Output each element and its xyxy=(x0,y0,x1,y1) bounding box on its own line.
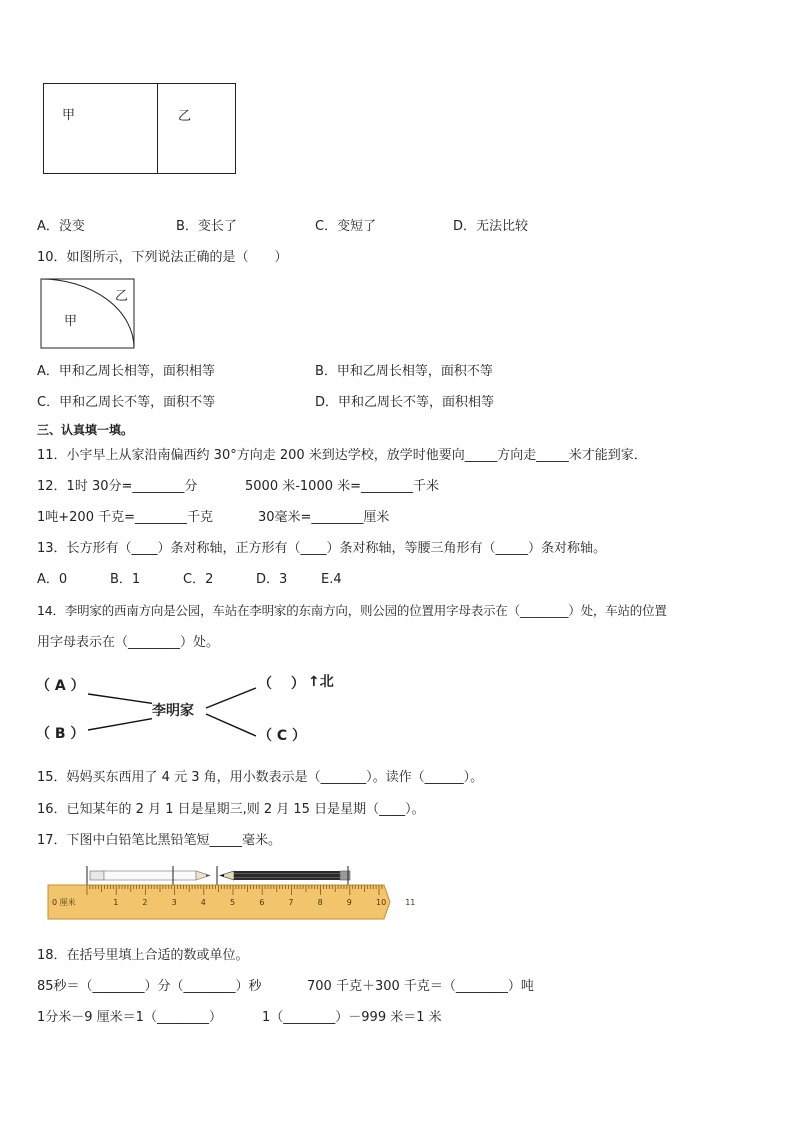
q17-stem: 17．下图中白铅笔比黑铅笔短_____毫米。 xyxy=(37,833,282,848)
q14-north-arrow: ↑北 xyxy=(308,674,334,690)
q9-label-yi: 乙 xyxy=(178,109,192,124)
q16-text: 16．已知某年的 2 月 1 日是星期三,则 2 月 15 日是星期（____）。 xyxy=(37,802,425,817)
q14-blank-north: （ ） xyxy=(258,676,305,692)
q10-label-jia: 甲 xyxy=(64,314,78,329)
ruler-number: 5 xyxy=(230,898,236,907)
q10-option-c: C．甲和乙周长不等，面积不等 xyxy=(37,395,216,410)
q18-line2-a: 1分米－9 厘米＝1（________） xyxy=(37,1010,222,1025)
ruler-number: 4 xyxy=(200,898,206,907)
q14-label-a: （ A ） xyxy=(36,678,85,694)
ruler-number: 7 xyxy=(288,898,294,907)
section-3-title: 三、认真填一填。 xyxy=(37,423,134,437)
ruler-number: 3 xyxy=(171,898,177,907)
q14-label-b: （ B ） xyxy=(36,726,85,742)
q10-option-a: A．甲和乙周长相等，面积相等 xyxy=(37,364,215,379)
q9-label-jia: 甲 xyxy=(62,108,76,123)
ruler-number: 11 xyxy=(405,898,416,907)
ruler-number: 6 xyxy=(259,898,265,907)
q10-figure xyxy=(40,278,136,350)
ruler-number: 9 xyxy=(346,898,352,907)
q14-label-c: （ C ） xyxy=(258,728,307,744)
q10-option-b: B．甲和乙周长相等，面积不等 xyxy=(315,364,493,379)
ruler-number: 8 xyxy=(317,898,323,907)
q13-stem: 13．长方形有（____）条对称轴，正方形有（____）条对称轴，等腰三角形有（_____）条对称轴。 xyxy=(37,541,607,556)
q11-text: 11．小宇早上从家沿南偏西约 30°方向走 200 米到达学校，放学时他要向_____方向走_____米才能到家． xyxy=(37,448,647,463)
q17-figure xyxy=(46,863,416,923)
q9-figure xyxy=(43,83,236,174)
q13-option-c: C．2 xyxy=(183,572,214,587)
q9-rect-jia xyxy=(43,83,158,174)
ruler-body xyxy=(48,885,390,919)
q12-line1-b: 5000 米-1000 米=________千米 xyxy=(245,479,440,494)
q14-center-label: 李明家 xyxy=(152,703,194,719)
q14-line1: 14．李明家的西南方向是公园，车站在李明家的东南方向，则公园的位置用字母表示在（________）处，车站的位置 xyxy=(37,603,667,618)
ruler-number: 1 xyxy=(113,898,119,907)
q18-line1-a: 85秒＝（________）分（________）秒 xyxy=(37,979,262,994)
q12-line2-a: 1吨+200 千克=________千克 xyxy=(37,510,214,525)
ruler-unit-label: 0 厘米 xyxy=(52,898,76,907)
q9-option-d: D．无法比较 xyxy=(453,219,529,234)
q14-figure xyxy=(36,670,346,750)
q10-label-yi: 乙 xyxy=(115,289,129,304)
q13-option-e: E.4 xyxy=(321,572,342,587)
q10-stem: 10．如图所示，下列说法正确的是（ ） xyxy=(37,250,288,265)
q13-option-b: B．1 xyxy=(110,572,141,587)
q10-option-d: D．甲和乙周长不等，面积相等 xyxy=(315,395,495,410)
ruler-number: 10 xyxy=(376,898,387,907)
q15-text: 15．妈妈买东西用了 4 元 3 角，用小数表示是（_______）。读作（______）。 xyxy=(37,770,484,785)
q18-line1-b: 700 千克＋300 千克＝（________）吨 xyxy=(307,979,534,994)
q9-rect-yi xyxy=(157,83,236,174)
q17-figure-svg xyxy=(46,863,396,923)
q12-line2-b: 30毫米=________厘米 xyxy=(258,510,390,525)
q13-option-d: D．3 xyxy=(256,572,288,587)
ruler-number: 2 xyxy=(142,898,148,907)
q13-option-a: A．0 xyxy=(37,572,68,587)
q12-line1-a: 12．1时 30分=________分 xyxy=(37,479,198,494)
q9-option-c: C．变短了 xyxy=(315,219,377,234)
q18-stem: 18．在括号里填上合适的数或单位。 xyxy=(37,948,249,963)
white-pencil xyxy=(90,871,210,880)
q9-option-b: B．变长了 xyxy=(176,219,237,234)
q14-line2: 用字母表示在（________）处。 xyxy=(37,635,220,650)
q18-line2-b: 1（________）－999 米＝1 米 xyxy=(262,1010,442,1025)
q9-option-a: A．没变 xyxy=(37,219,85,234)
black-pencil xyxy=(220,871,350,880)
